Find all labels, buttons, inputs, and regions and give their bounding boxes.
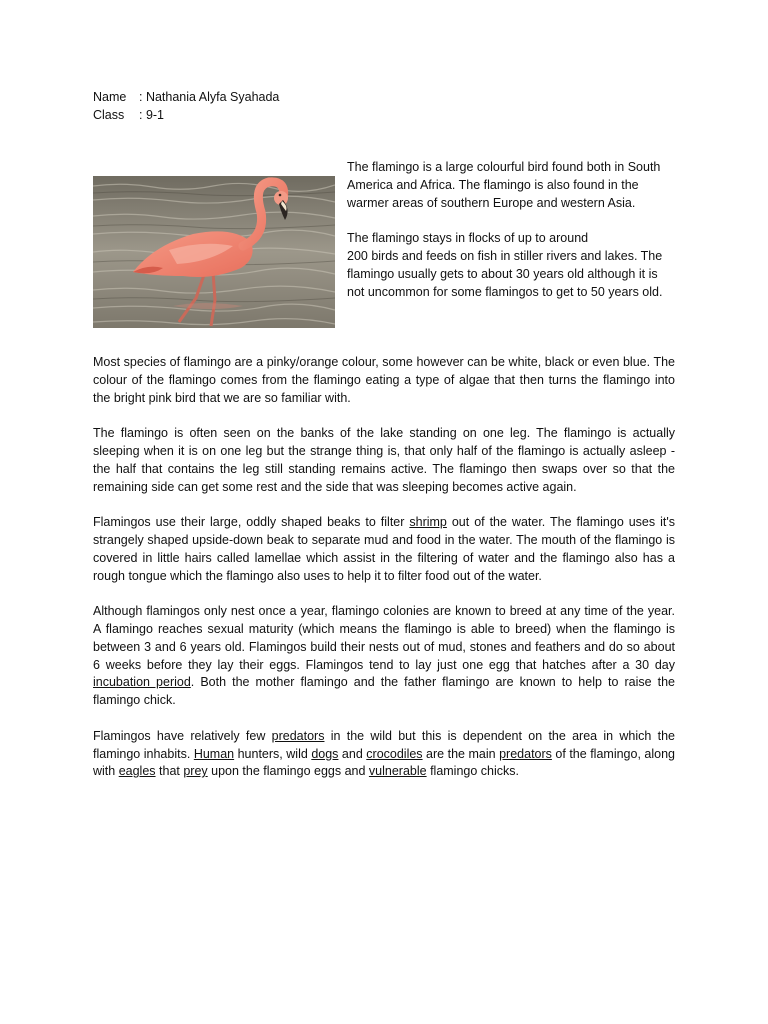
name-value: : Nathania Alyfa Syahada (139, 90, 280, 104)
intro-paragraph-1: The flamingo is a large colourful bird found both in South America and Africa. The flamingo is also found in the warmer areas of southern Europe and western Asia. (347, 160, 661, 210)
intro-paragraph-2 (347, 230, 677, 301)
text-span: Flamingos have relatively few (93, 728, 272, 743)
intro-text (347, 159, 677, 319)
link-eagles[interactable]: eagles (118, 764, 156, 779)
flamingo-photo (93, 176, 335, 328)
link-vulnerable[interactable]: vulnerable (368, 764, 427, 779)
link-prey[interactable]: prey (183, 764, 208, 779)
text-span: Although flamingos only nest once a year, flamingo colonies are known to breed at any time of the year. A flamingo reaches sexual maturity (which means the flamingo is able to breed) when the flamingo is between 3 and 6 years old. Flamingos build their nests out of mud, stones and feathers and do so about 6 weeks before they lay their eggs. Flamingos tend to lay just one egg that hatches after a 30 day (93, 604, 675, 672)
text-span: out of the water. The flamingo uses it's strangely shaped upside-down beak to separate mud and food in the water. The mouth of the flamingo is covered in little hairs called lamellae which assist in the filtering of water and the flamingo also has a rough tongue which the flamingo also uses to help it to filter food out of the water. (93, 515, 675, 583)
flamingo-photo-icon (93, 176, 335, 328)
text-span: are the main (422, 746, 500, 761)
paragraph-one-leg: The flamingo is often seen on the banks of the lake standing on one leg. The flamingo is actually sleeping when it is on one leg but the strange thing is, that only half of the flamingo is actually asleep - the half that contains the leg still standing remains active. The flamingo then swaps over so that the remaining side can get some rest and the side that was sleeping becomes active again. (93, 426, 675, 494)
link-incubation-period[interactable]: incubation period (93, 675, 191, 690)
student-header (93, 88, 279, 124)
paragraph-breeding (93, 603, 675, 710)
link-crocodiles[interactable]: crocodiles (366, 746, 423, 761)
text-span: hunters, wild (234, 746, 312, 761)
class-label: Class (93, 108, 125, 122)
paragraph-predators (93, 728, 675, 781)
text-span: in the wild but this is dependent on the area in which the flamingo inhabits. (93, 728, 676, 761)
link-shrimp[interactable]: shrimp (409, 515, 447, 530)
text-span: upon the flamingo eggs and (207, 764, 369, 779)
link-predators-2[interactable]: predators (499, 746, 552, 761)
class-row (93, 106, 279, 124)
text-span: of the flamingo, along with (93, 746, 676, 779)
name-label: Name (93, 90, 127, 104)
link-predators[interactable]: predators (271, 728, 325, 743)
intro-paragraph-2-rest: 200 birds and feeds on fish in stiller rivers and lakes. The flamingo usually gets to about 30 years old although it is not uncommon for some flamingos to get to 50 years old. (347, 248, 663, 299)
text-span: flamingo chicks. (426, 764, 519, 779)
link-human[interactable]: Human (193, 746, 235, 761)
name-row (93, 88, 279, 106)
text-span: that (155, 764, 184, 779)
text-span: . Both the mother flamingo and the father flamingo are known to help to raise the flamingo chick. (93, 675, 675, 708)
paragraph-beak (93, 514, 675, 585)
paragraph-colour: Most species of flamingo are a pinky/orange colour, some however can be white, black or even blue. The colour of the flamingo comes from the flamingo eating a type of algae that then turns the flamingo into the bright pink bird that we are so familiar with. (93, 355, 675, 405)
text-span: and (338, 746, 367, 761)
text-span: Flamingos use their large, oddly shaped beaks to filter (93, 515, 410, 530)
intro-paragraph-2-line-1: The flamingo stays in flocks of up to around (347, 231, 589, 246)
body-text (93, 354, 675, 799)
class-value: : 9-1 (139, 108, 165, 122)
link-dogs[interactable]: dogs (311, 746, 339, 761)
